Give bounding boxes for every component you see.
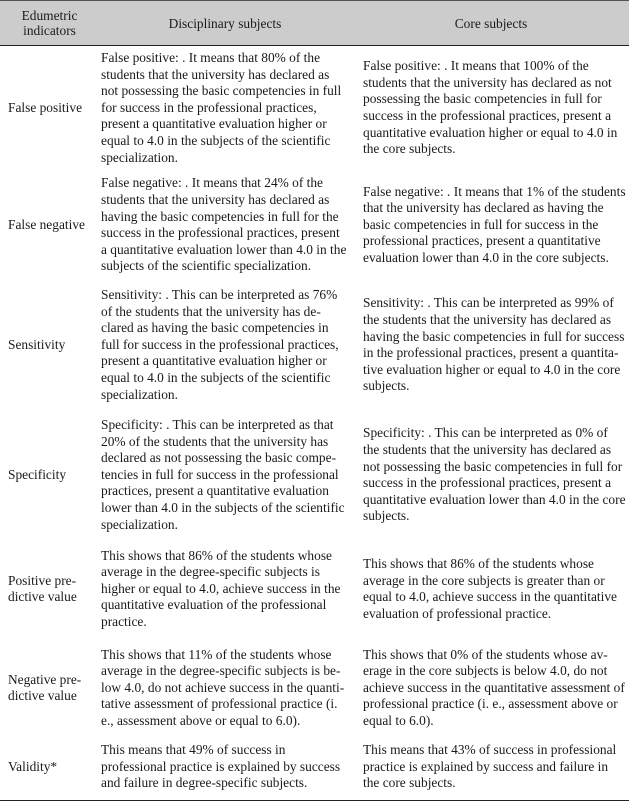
table-row-false-positive: [0, 46, 629, 171]
indicator-cell: False positive: [8, 99, 83, 115]
header-edumetric-indicators: Edumetric indicators: [0, 1, 97, 46]
header-row: [0, 1, 629, 46]
disciplinary-cell: False negative: . It means that 24% of the students that the university has declared as having the basic competencies in full for the success in the professional practices, present a quantitative evaluation lower than 4.0 in the subjects of the scientific specialization.: [101, 175, 347, 274]
disciplinary-cell: This shows that 11% of the students whose average in the degree-specific subjects is below 4.0, do not achieve success in the quantitative assessment of professional practice (i. e., assessment above or equal to 6.0).: [101, 646, 345, 729]
core-cell: Sensitivity: . This can be interpreted as 99% of the students that the university has declared as having the basic competencies in full for success in the professional practices, present a quantitative evaluation higher or equal to 4.0 in the core subjects.: [363, 295, 625, 394]
indicator-cell: Sensitivity: [8, 336, 66, 352]
disciplinary-cell: Specificity: . This can be interpreted as that 20% of the students that the university has declared as not possessing the basic competencies in full for success in the professional practices, present a quantitative evaluation lower than 4.0 in the subjects of the scientific specialization.: [101, 417, 345, 532]
header-core-subjects: Core subjects: [353, 1, 629, 46]
indicator-cell: Negative predictive value: [8, 671, 82, 704]
indicator-cell: Validity*: [0, 738, 97, 801]
table-body: [0, 46, 629, 801]
core-cell: Specificity: . This can be interpreted as 0% of the students that the university has declared as not possessing the basic competencies in full for success in the professional practices, present a quantitative evaluation lower than 4.0 in the core subjects.: [363, 425, 626, 524]
core-cell: This shows that 86% of the students whose average in the core subjects is greater than or equal to 4.0, achieve success in the quantitative evaluation of professional practice.: [363, 555, 617, 621]
indicator-cell: Specificity: [8, 466, 67, 482]
table-header: [0, 1, 629, 46]
disciplinary-cell: False positive: . It means that 80% of the students that the university has declared as not possessing the basic competencies in full for success in the professional practices, present a quantitative evaluation higher or equal to 4.0 in the subjects of the scientific specialization.: [101, 50, 342, 165]
core-cell: This shows that 0% of the students whose average in the core subjects is below 4.0, do not achieve success in the quantitative assessment of professional practice (i. e., assessment above or equal to 6.0).: [363, 646, 625, 729]
table-row-specificity: [0, 410, 629, 540]
core-cell: This means that 43% of success in professional practice is explained by success and failure in the core subjects.: [353, 738, 629, 801]
header-disciplinary-subjects: Disciplinary subjects: [97, 1, 353, 46]
indicator-cell: Positive predictive value: [8, 572, 77, 605]
disciplinary-cell: Sensitivity: . This can be interpreted as 76% of the students that the university has declared as having the basic competencies in full for success in the professional practices, present a quantitative evaluation higher or equal to 4.0 in the subjects of the scientific specialization.: [101, 287, 339, 402]
core-cell: False positive: . It means that 100% of the students that the university has declared as not possessing the basic competencies in full for success in the professional practices, present a quantitative evaluation higher or equal to 4.0 in the core subjects.: [363, 58, 618, 157]
table-row-validity: [0, 738, 629, 801]
table-row-sensitivity: [0, 280, 629, 410]
table-row-positive-predictive-value: [0, 540, 629, 638]
disciplinary-cell: This means that 49% of success in professional practice is explained by success and failure in degree-specific subjects.: [97, 738, 353, 801]
core-cell: False negative: . It means that 1% of the students that the university has declared as having the basic competencies in full for success in the professional practices, present a quantitative evaluation lower than 4.0 in the core subjects.: [363, 183, 626, 266]
table-row-negative-predictive-value: [0, 638, 629, 738]
indicator-cell: False negative: [8, 216, 85, 232]
table-row-false-negative: [0, 170, 629, 280]
disciplinary-cell: This shows that 86% of the students whose average in the degree-specific subjects is higher or equal to 4.0, achieve success in the quantitative evaluation of the professional practice.: [101, 547, 341, 630]
